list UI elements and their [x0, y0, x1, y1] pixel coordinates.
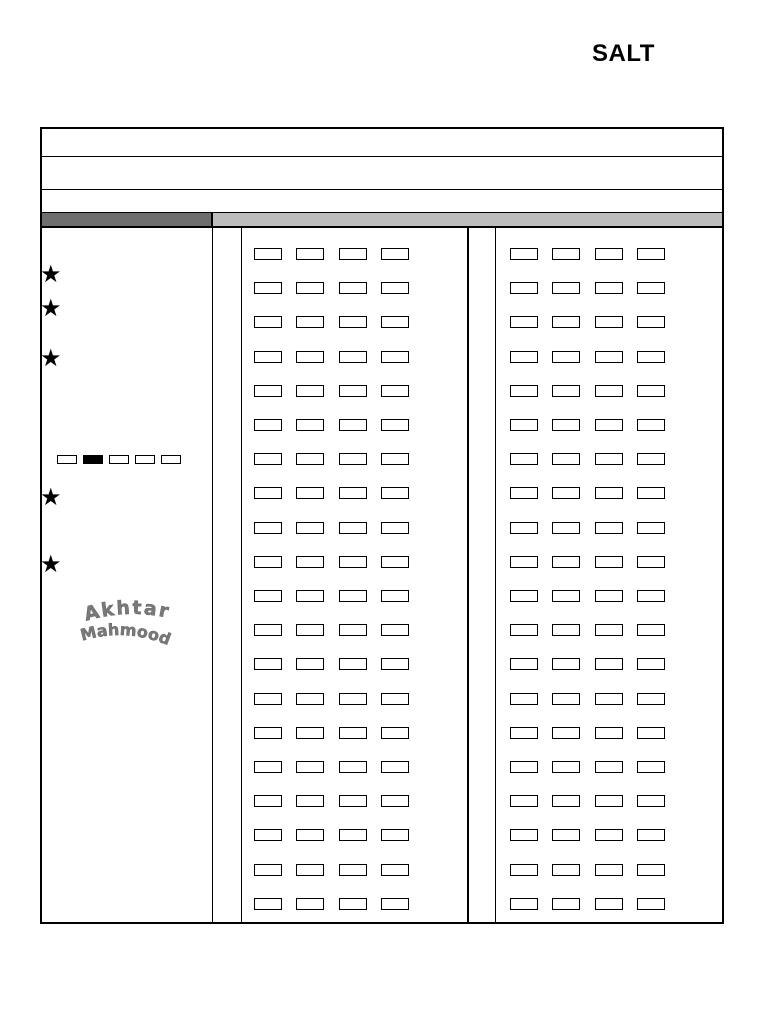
answer-bubble[interactable]: [552, 727, 580, 739]
answer-bubble[interactable]: [381, 658, 409, 670]
answer-bubble[interactable]: [254, 282, 282, 294]
answer-bubble[interactable]: [254, 487, 282, 499]
answer-bubble[interactable]: [595, 316, 623, 328]
answer-bubble[interactable]: [637, 282, 665, 294]
answer-bubble[interactable]: [510, 385, 538, 397]
answer-bubble[interactable]: [296, 248, 324, 260]
answer-bubble[interactable]: [510, 248, 538, 260]
answer-bubble[interactable]: [296, 658, 324, 670]
answer-bubble[interactable]: [552, 351, 580, 363]
answer-bubble[interactable]: [552, 761, 580, 773]
answer-bubble[interactable]: [254, 590, 282, 602]
answer-bubble[interactable]: [510, 761, 538, 773]
black-star-icon: ★: [40, 483, 62, 511]
answer-bubble[interactable]: [296, 624, 324, 636]
answer-bubble[interactable]: [595, 624, 623, 636]
answer-bubble[interactable]: [595, 829, 623, 841]
answer-bubble[interactable]: [637, 419, 665, 431]
answer-bubble[interactable]: [254, 829, 282, 841]
answer-bubble[interactable]: [510, 624, 538, 636]
answer-bubble[interactable]: [595, 248, 623, 260]
answer-bubble[interactable]: [339, 316, 367, 328]
answer-bubble[interactable]: [637, 385, 665, 397]
answer-bubble[interactable]: [339, 727, 367, 739]
answer-bubble[interactable]: [510, 658, 538, 670]
answer-sheet: [40, 127, 724, 924]
answer-bubble[interactable]: [552, 693, 580, 705]
answer-bubble[interactable]: [339, 487, 367, 499]
answer-bubble[interactable]: [595, 282, 623, 294]
answer-bubble[interactable]: [339, 898, 367, 910]
answer-bubble[interactable]: [637, 522, 665, 534]
answer-bubble[interactable]: [339, 693, 367, 705]
answer-bubble[interactable]: [595, 590, 623, 602]
answer-bubble[interactable]: [381, 248, 409, 260]
answer-bubble[interactable]: [254, 351, 282, 363]
answer-bubble[interactable]: [510, 795, 538, 807]
answer-bubble[interactable]: [637, 316, 665, 328]
answer-bubble[interactable]: [296, 419, 324, 431]
answer-bubble[interactable]: [552, 829, 580, 841]
answer-bubble[interactable]: [254, 248, 282, 260]
answer-bubble[interactable]: [510, 693, 538, 705]
answer-bubble[interactable]: [381, 419, 409, 431]
answer-bubble[interactable]: [637, 351, 665, 363]
answer-bubble[interactable]: [296, 727, 324, 739]
black-star-icon: ★: [40, 550, 62, 578]
answer-bubble[interactable]: [381, 282, 409, 294]
answer-bubble[interactable]: [595, 453, 623, 465]
answer-bubble[interactable]: [552, 795, 580, 807]
answer-bubble[interactable]: [296, 385, 324, 397]
answer-bubble[interactable]: [381, 385, 409, 397]
answer-bubble[interactable]: [552, 864, 580, 876]
answer-bubble[interactable]: [637, 829, 665, 841]
signature-line-1: Akhtar: [81, 597, 173, 626]
answer-bubble[interactable]: [637, 693, 665, 705]
answer-bubble[interactable]: [381, 590, 409, 602]
answer-bubble[interactable]: [595, 419, 623, 431]
answer-bubble[interactable]: [552, 898, 580, 910]
answer-bubble[interactable]: [637, 658, 665, 670]
answer-bubble[interactable]: [381, 898, 409, 910]
answer-bubble[interactable]: [296, 351, 324, 363]
answer-bubble[interactable]: [552, 453, 580, 465]
answer-bubble[interactable]: [510, 419, 538, 431]
answer-bubble[interactable]: [510, 898, 538, 910]
answer-bubble[interactable]: [510, 590, 538, 602]
answer-bubble[interactable]: [552, 556, 580, 568]
answer-bubble[interactable]: [552, 316, 580, 328]
answer-bubble[interactable]: [381, 351, 409, 363]
answer-bubble[interactable]: [296, 556, 324, 568]
answer-bubble[interactable]: [296, 693, 324, 705]
answer-bubble[interactable]: [510, 453, 538, 465]
answer-bubble[interactable]: [296, 282, 324, 294]
answer-bubble[interactable]: [510, 522, 538, 534]
answer-bubble[interactable]: [296, 898, 324, 910]
answer-bubble[interactable]: [339, 795, 367, 807]
answer-bubble[interactable]: [552, 282, 580, 294]
answer-bubble[interactable]: [254, 693, 282, 705]
answer-bubble[interactable]: [595, 487, 623, 499]
answer-bubble[interactable]: [510, 864, 538, 876]
answer-bubble[interactable]: [381, 487, 409, 499]
answer-bubble[interactable]: [296, 864, 324, 876]
answer-bubble[interactable]: [339, 522, 367, 534]
answer-bubble[interactable]: [552, 658, 580, 670]
answer-bubble[interactable]: [296, 453, 324, 465]
answer-bubble[interactable]: [552, 590, 580, 602]
answer-bubble[interactable]: [339, 624, 367, 636]
answer-bubble[interactable]: [510, 282, 538, 294]
answer-bubble[interactable]: [339, 385, 367, 397]
answer-bubble[interactable]: [595, 795, 623, 807]
answer-bubble[interactable]: [339, 248, 367, 260]
answer-bubble[interactable]: [296, 795, 324, 807]
answer-bubble[interactable]: [637, 248, 665, 260]
answer-bubble[interactable]: [296, 829, 324, 841]
answer-bubble[interactable]: [381, 693, 409, 705]
answer-bubble[interactable]: [595, 727, 623, 739]
answer-bubble[interactable]: [381, 727, 409, 739]
answer-bubble[interactable]: [637, 864, 665, 876]
answer-bubble[interactable]: [637, 453, 665, 465]
answer-bubble[interactable]: [552, 624, 580, 636]
answer-bubble[interactable]: [254, 864, 282, 876]
answer-bubble[interactable]: [637, 727, 665, 739]
answer-bubble[interactable]: [381, 453, 409, 465]
answer-bubble[interactable]: [254, 658, 282, 670]
answer-bubble[interactable]: [254, 727, 282, 739]
signature-line-2: Mahmood: [78, 619, 174, 650]
answer-bubble[interactable]: [637, 487, 665, 499]
answer-bubble[interactable]: [339, 864, 367, 876]
answer-bubble[interactable]: [381, 316, 409, 328]
answer-bubble[interactable]: [296, 761, 324, 773]
answer-bubble[interactable]: [254, 795, 282, 807]
answer-bubble[interactable]: [339, 419, 367, 431]
black-star-icon: ★: [40, 260, 62, 288]
answer-bubble[interactable]: [510, 727, 538, 739]
answer-bubble[interactable]: [510, 316, 538, 328]
answer-bubble[interactable]: [339, 351, 367, 363]
answer-bubble[interactable]: [339, 761, 367, 773]
answer-bubble[interactable]: [339, 658, 367, 670]
answer-bubble[interactable]: [339, 829, 367, 841]
answer-bubble[interactable]: [510, 556, 538, 568]
answer-bubble[interactable]: [637, 795, 665, 807]
answer-bubble[interactable]: [254, 556, 282, 568]
answer-bubble[interactable]: [254, 761, 282, 773]
answer-bubble[interactable]: [595, 385, 623, 397]
answer-bubble[interactable]: [296, 487, 324, 499]
answer-bubble[interactable]: [296, 316, 324, 328]
answer-bubble[interactable]: [595, 658, 623, 670]
answer-bubble[interactable]: [595, 556, 623, 568]
answer-bubble[interactable]: [637, 898, 665, 910]
answer-bubble[interactable]: [595, 693, 623, 705]
answer-bubble[interactable]: [381, 795, 409, 807]
answer-bubble[interactable]: [254, 522, 282, 534]
answer-bubble[interactable]: [339, 453, 367, 465]
answer-bubble[interactable]: [595, 898, 623, 910]
black-star-icon: ★: [40, 294, 62, 322]
answer-bubble[interactable]: [552, 385, 580, 397]
answer-bubble[interactable]: [381, 864, 409, 876]
page-title: SALT: [592, 40, 655, 67]
answer-bubble[interactable]: [510, 487, 538, 499]
answer-bubble[interactable]: [254, 316, 282, 328]
answer-bubble[interactable]: [381, 556, 409, 568]
answer-bubble[interactable]: [381, 761, 409, 773]
answer-bubble[interactable]: [381, 522, 409, 534]
answer-bubble[interactable]: [552, 419, 580, 431]
answer-bubble[interactable]: [595, 351, 623, 363]
answer-bubble[interactable]: [510, 829, 538, 841]
answer-bubble[interactable]: [637, 624, 665, 636]
answer-bubble[interactable]: [637, 590, 665, 602]
answer-bubble[interactable]: [637, 761, 665, 773]
answer-bubble[interactable]: [552, 248, 580, 260]
answer-bubble[interactable]: [381, 829, 409, 841]
answer-bubble[interactable]: [254, 385, 282, 397]
black-star-icon: ★: [40, 344, 62, 372]
answer-bubble[interactable]: [254, 419, 282, 431]
answer-bubble[interactable]: [510, 351, 538, 363]
answer-bubble[interactable]: [637, 556, 665, 568]
answer-bubble[interactable]: [339, 590, 367, 602]
answer-bubble[interactable]: [552, 487, 580, 499]
answer-bubble[interactable]: [254, 624, 282, 636]
answer-bubble[interactable]: [595, 761, 623, 773]
answer-bubble[interactable]: [339, 282, 367, 294]
answer-bubble[interactable]: [595, 522, 623, 534]
answer-bubble[interactable]: [595, 864, 623, 876]
answer-grid: [42, 129, 722, 922]
answer-bubble[interactable]: [254, 453, 282, 465]
answer-bubble[interactable]: [339, 556, 367, 568]
answer-bubble[interactable]: [296, 590, 324, 602]
answer-bubble[interactable]: [552, 522, 580, 534]
answer-bubble[interactable]: [296, 522, 324, 534]
answer-bubble[interactable]: [254, 898, 282, 910]
answer-bubble[interactable]: [381, 624, 409, 636]
